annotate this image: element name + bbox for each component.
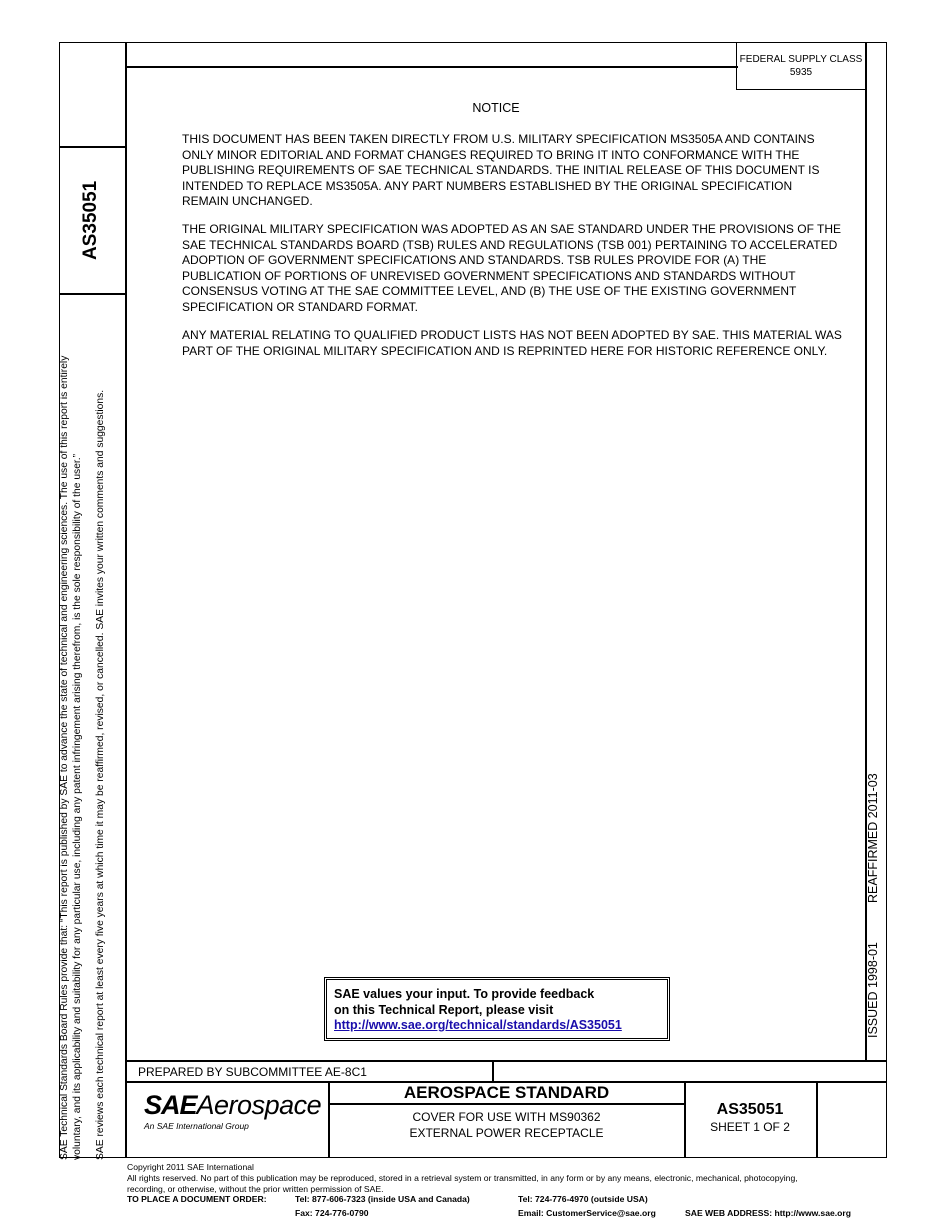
copyright: Copyright 2011 SAE International bbox=[127, 1162, 254, 1172]
notice-title: NOTICE bbox=[472, 101, 520, 115]
reaffirmed-date: REAFFIRMED 2011-03 bbox=[866, 773, 880, 903]
order-email: Email: CustomerService@sae.org bbox=[518, 1208, 656, 1218]
notice-paragraph-1: THIS DOCUMENT HAS BEEN TAKEN DIRECTLY FROM U.S. MILITARY SPECIFICATION MS3505A AND CONTAINS ONLY MINOR EDITORIAL AND FORMAT CHANGES REQUIRED TO BRING IT INTO CONFORMANCE WITH THE PUBLISHING REQUIREMENTS OF SAE TECHNICAL STANDARDS. THE INITIAL RELEASE OF THIS DOCUMENT IS INTENDED TO REPLACE MS3505A. ANY PART NUMBERS ESTABLISHED BY THE ORIGINAL SPECIFICATION REMAIN UNCHANGED. bbox=[182, 132, 820, 209]
federal-supply-class-label: FEDERAL SUPPLY CLASS bbox=[739, 54, 863, 65]
order-tel-us: Tel: 877-606-7323 (inside USA and Canada) bbox=[295, 1194, 470, 1204]
prepared-by: PREPARED BY SUBCOMMITTEE AE-8C1 bbox=[138, 1065, 367, 1079]
order-label: TO PLACE A DOCUMENT ORDER: bbox=[127, 1194, 267, 1204]
right-column-divider bbox=[865, 42, 867, 1061]
spine-box-top bbox=[59, 146, 126, 148]
logo-tagline: An SAE International Group bbox=[144, 1121, 249, 1131]
sae-aerospace-logo bbox=[144, 1090, 321, 1125]
federal-supply-class-box bbox=[736, 42, 866, 90]
order-tel-intl: Tel: 724-776-4970 (outside USA) bbox=[518, 1194, 648, 1204]
header-rule bbox=[126, 66, 738, 68]
document-number: AS35051 bbox=[716, 1101, 784, 1118]
side-review-text: SAE reviews each technical report at least every five years at which time it may be reaffirmed, revised, or cancelled. SAE invites your written comments and suggestions. bbox=[95, 389, 106, 1160]
feedback-box bbox=[324, 977, 670, 1041]
prepared-by-divider bbox=[492, 1060, 494, 1082]
sheet-number: SHEET 1 OF 2 bbox=[710, 1120, 790, 1134]
feedback-line-2: on this Technical Report, please visit bbox=[334, 1002, 554, 1017]
standard-type: AEROSPACE STANDARD bbox=[403, 1083, 610, 1102]
spine-box-bottom bbox=[59, 293, 126, 295]
logo-sae-wordmark: SAE bbox=[144, 1090, 197, 1120]
footer bbox=[127, 1162, 887, 1195]
federal-supply-class-value: 5935 bbox=[789, 67, 813, 78]
side-legal-text-1: SAE Technical Standards Board Rules provide that: “This report is published by SAE to advance the state of technical and engineering sciences. The use of this report is entirely bbox=[59, 355, 70, 1160]
side-legal-text-2: voluntary, and its applicability and suitability for any particular use, including any patent infringement arising therefrom, is the sole responsibility of the user.” bbox=[72, 453, 83, 1160]
standard-type-rule bbox=[328, 1103, 685, 1105]
order-fax: Fax: 724-776-0790 bbox=[295, 1208, 369, 1218]
notice-paragraph-2: THE ORIGINAL MILITARY SPECIFICATION WAS ADOPTED AS AN SAE STANDARD UNDER THE PROVISIONS OF THE SAE TECHNICAL STANDARDS BOARD (TSB) RULES AND REGULATIONS (TSB 001) PERTAINING TO ACCELERATED ADOPTION OF GOVERNMENT SPECIFICATIONS AND STANDARDS. TSB RULES PROVIDE FOR (A) THE PUBLICATION OF PORTIONS OF UNREVISED GOVERNMENT SPECIFICATIONS AND STANDARDS WITHOUT CONSENSUS VOTING AT THE SAE COMMITTEE LEVEL, AND (B) THE USE OF THE EXISTING GOVERNMENT SPECIFICATION OR STANDARD FORMAT. bbox=[182, 222, 842, 314]
title-line-2: EXTERNAL POWER RECEPTACLE bbox=[409, 1126, 604, 1140]
rights-line-1: All rights reserved. No part of this publication may be reproduced, stored in a retrieval system or transmitted, in any form or by any means, electronic, mechanical, photocopying, bbox=[127, 1173, 798, 1183]
title-block-top bbox=[126, 1060, 887, 1062]
rights-line-2: recording, or otherwise, without the prior written permission of SAE. bbox=[127, 1184, 384, 1194]
feedback-line-1: SAE values your input. To provide feedback bbox=[334, 987, 595, 1001]
number-divider bbox=[816, 1081, 818, 1158]
spine-divider bbox=[125, 42, 127, 1158]
sae-web-address: SAE WEB ADDRESS: http://www.sae.org bbox=[685, 1208, 851, 1218]
notice-paragraph-3: ANY MATERIAL RELATING TO QUALIFIED PRODUCT LISTS HAS NOT BEEN ADOPTED BY SAE. THIS MATERIAL WAS PART OF THE ORIGINAL MILITARY SPECIFICATION AND IS REPRINTED HERE FOR HISTORIC REFERENCE ONLY. bbox=[182, 328, 842, 358]
issued-date: ISSUED 1998-01 bbox=[866, 942, 880, 1038]
logo-aerospace-wordmark: Aerospace bbox=[196, 1090, 322, 1120]
feedback-link[interactable]: http://www.sae.org/technical/standards/AS35051 bbox=[334, 1018, 622, 1032]
title-line-1: COVER FOR USE WITH MS90362 bbox=[412, 1110, 601, 1124]
spine-document-id: AS35051 bbox=[80, 180, 101, 260]
